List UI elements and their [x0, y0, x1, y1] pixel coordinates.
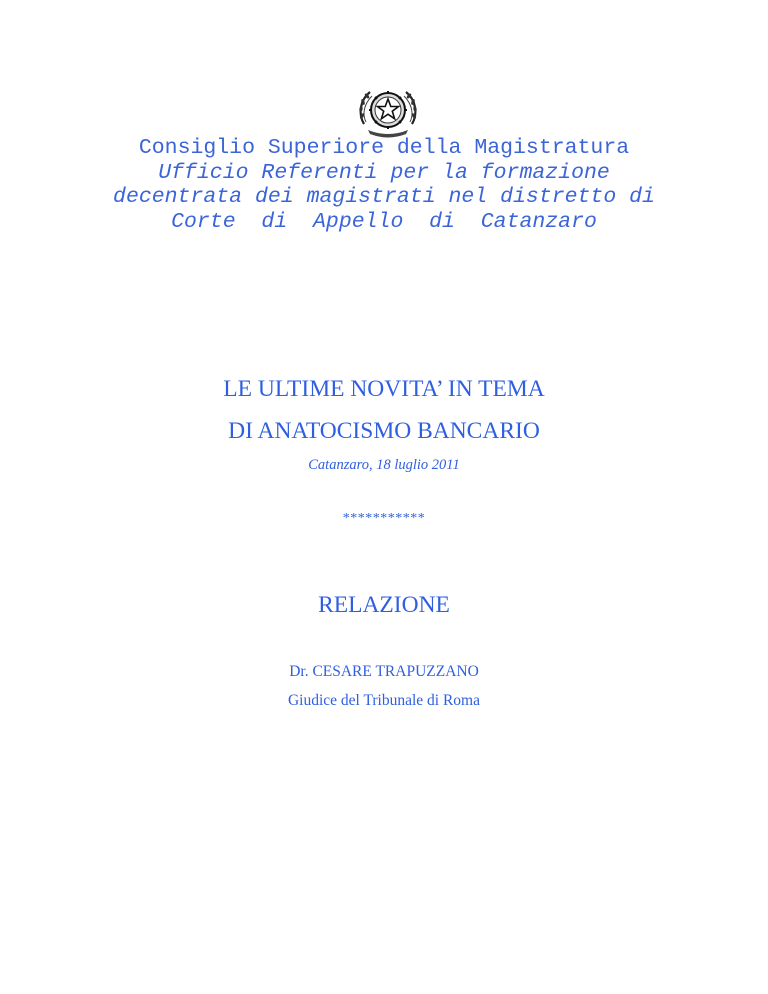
document-title-line-1: LE ULTIME NOVITA’ IN TEMA: [223, 376, 545, 402]
author-role: Giudice del Tribunale di Roma: [287, 692, 480, 709]
author-name: Dr. CESARE TRAPUZZANO: [289, 663, 479, 680]
italian-republic-emblem-icon: [354, 84, 422, 140]
header-line-court: Corte di Appello di Catanzaro: [171, 209, 597, 234]
header-line-office: Ufficio Referenti per la formazione: [158, 160, 610, 185]
header-line-council: Consiglio Superiore della Magistratura: [138, 136, 630, 160]
institution-header: [0, 136, 768, 234]
asterisk-separator: ***********: [342, 511, 426, 526]
document-title-line-2: DI ANATOCISMO BANCARIO: [228, 418, 540, 444]
section-title: RELAZIONE: [318, 592, 450, 618]
header-line-district: decentrata dei magistrati nel distretto di: [113, 185, 655, 209]
place-date: Catanzaro, 18 luglio 2011: [308, 457, 460, 473]
